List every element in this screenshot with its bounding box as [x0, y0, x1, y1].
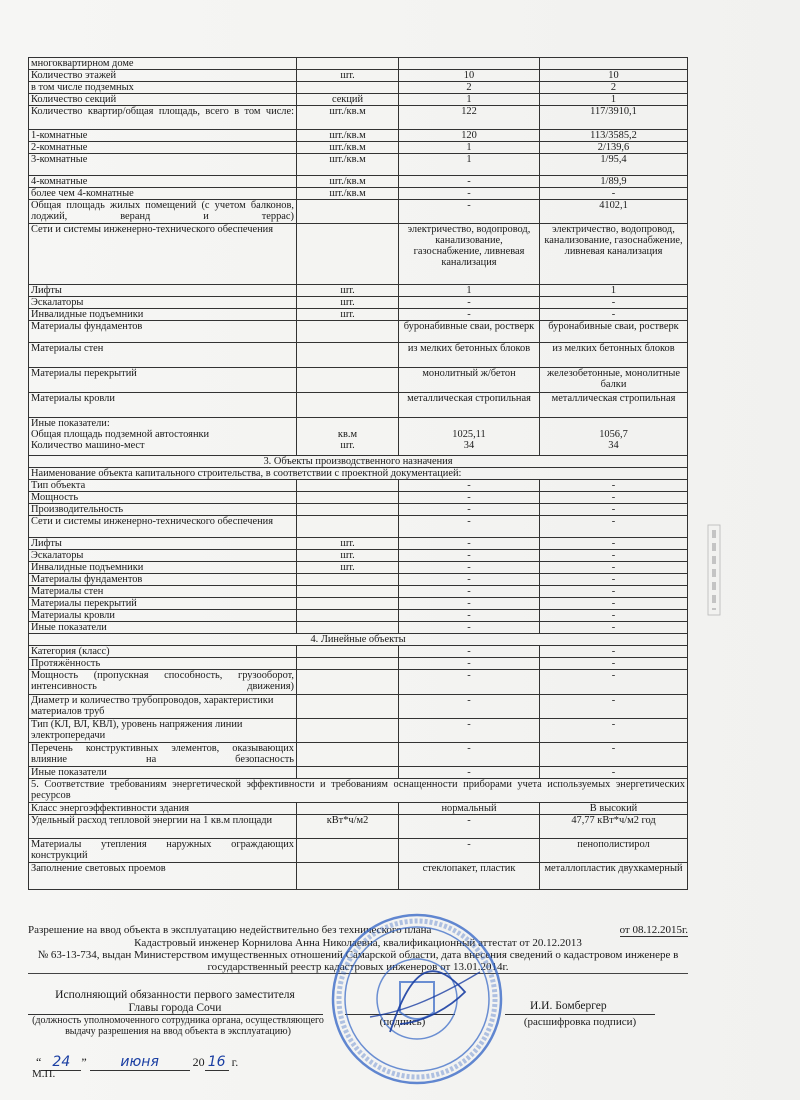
- row-unit: шт./кв.м: [297, 154, 399, 176]
- row-unit: [297, 610, 399, 622]
- row-actual-value: -: [540, 646, 688, 658]
- row-design-value: электричество, водопровод, канализование, газоснабжение, ливневая канализация: [399, 224, 540, 285]
- issue-date: “ 24 ” июня 20 16 г.: [36, 1054, 239, 1070]
- row-unit: [297, 767, 399, 779]
- row-unit: шт.: [297, 562, 399, 574]
- row-actual-value: 4102,1: [540, 200, 688, 224]
- row-label: Материалы фундаментов: [29, 574, 297, 586]
- table-row: [29, 130, 688, 142]
- row-label: Материалы фундаментов: [29, 321, 297, 343]
- row-label: Удельный расход тепловой энергии на 1 кв.м площади: [29, 815, 297, 839]
- table-row: [29, 550, 688, 562]
- table-row: [29, 393, 688, 418]
- section-3-header: [29, 456, 688, 468]
- row-actual-value: металлопластик двухкамерный: [540, 863, 688, 890]
- table-row: [29, 538, 688, 550]
- parking-area-design: 1025,11: [452, 429, 486, 440]
- row-label: Сети и системы инженерно-технического обеспечения: [29, 224, 297, 285]
- row-design-value: -: [399, 516, 540, 538]
- table-row: [29, 504, 688, 516]
- table-row: [29, 368, 688, 393]
- other-indicators-row: [29, 418, 688, 456]
- row-actual-value: 2: [540, 82, 688, 94]
- official-seal: [330, 912, 505, 1087]
- row-design-value: -: [399, 622, 540, 634]
- row-design-value: 1: [399, 94, 540, 106]
- table-row: [29, 622, 688, 634]
- table-row: [29, 562, 688, 574]
- characteristics-table: [28, 57, 688, 890]
- row-label: Инвалидные подъемники: [29, 562, 297, 574]
- table-row: [29, 82, 688, 94]
- row-unit: [297, 393, 399, 418]
- row-unit: [297, 863, 399, 890]
- date-year-suffix: 16: [205, 1054, 229, 1071]
- permit-text: Разрешение на ввод объекта в эксплуатацию недействительно без технического плана: [28, 924, 432, 936]
- row-label: Протяжённость: [29, 658, 297, 670]
- table-row: [29, 154, 688, 176]
- table-row: [29, 176, 688, 188]
- row-actual-value: железобетонные, монолитные балки: [540, 368, 688, 393]
- row-actual-value: -: [540, 562, 688, 574]
- row-label: Мощность: [29, 492, 297, 504]
- row-label: Лифты: [29, 538, 297, 550]
- parking-area-label: Общая площадь подземной автостоянки: [31, 429, 210, 440]
- row-label: Материалы утепления наружных ограждающих конструкций: [29, 839, 297, 863]
- row-unit: шт./кв.м: [297, 176, 399, 188]
- row-actual-value: -: [540, 622, 688, 634]
- row-actual-value: В высокий: [540, 803, 688, 815]
- row-label: Сети и системы инженерно-технического обеспечения: [29, 516, 297, 538]
- row-unit: шт.: [297, 550, 399, 562]
- row-label: в том числе подземных: [29, 82, 297, 94]
- row-unit: шт.: [297, 309, 399, 321]
- row-label: Материалы кровли: [29, 610, 297, 622]
- table-row: [29, 839, 688, 863]
- row-unit: [297, 670, 399, 695]
- table-row: [29, 586, 688, 598]
- row-unit: [297, 516, 399, 538]
- row-actual-value: -: [540, 658, 688, 670]
- signer-name: И.И. Бомбергер: [530, 1000, 607, 1012]
- row-label: Материалы стен: [29, 343, 297, 368]
- row-label: Иные показатели: [29, 622, 297, 634]
- row-actual-value: -: [540, 516, 688, 538]
- row-unit: шт./кв.м: [297, 188, 399, 200]
- row-design-value: 1: [399, 154, 540, 176]
- row-label: Тип (КЛ, ВЛ, КВЛ), уровень напряжения линии электропередачи: [29, 719, 297, 743]
- table-row: [29, 695, 688, 719]
- row-unit: [297, 598, 399, 610]
- section-4-header-title: 4. Линейные объекты: [29, 634, 688, 646]
- stamp-place-label: М.П.: [32, 1068, 56, 1080]
- row-actual-value: -: [540, 574, 688, 586]
- row-design-value: 122: [399, 106, 540, 130]
- row-label: Количество секций: [29, 94, 297, 106]
- row-design-value: 1: [399, 285, 540, 297]
- row-design-value: -: [399, 767, 540, 779]
- engineer-line-1: Кадастровый инженер Корнилова Анна Николаевна, квалификационный аттестат от 20.12.2013: [134, 937, 582, 949]
- row-actual-value: -: [540, 297, 688, 309]
- row-design-value: -: [399, 309, 540, 321]
- table-row: [29, 224, 688, 285]
- row-label: Материалы перекрытий: [29, 598, 297, 610]
- row-design-value: -: [399, 658, 540, 670]
- date-day: 24: [41, 1054, 81, 1071]
- spacer: [401, 418, 537, 429]
- row-unit: [297, 803, 399, 815]
- row-actual-value: 113/3585,2: [540, 130, 688, 142]
- row-unit: [297, 719, 399, 743]
- row-unit: шт.: [297, 70, 399, 82]
- row-design-value: -: [399, 297, 540, 309]
- row-design-value: -: [399, 670, 540, 695]
- row-design-value: -: [399, 815, 540, 839]
- section-3-name-row-title: Наименование объекта капитального строительства, в соответствии с проектной документацией:: [29, 468, 688, 480]
- row-actual-value: -: [540, 719, 688, 743]
- row-label: 3-комнатные: [29, 154, 297, 176]
- row-label: Тип объекта: [29, 480, 297, 492]
- row-actual-value: 2/139,6: [540, 142, 688, 154]
- table-row: [29, 767, 688, 779]
- row-label: 1-комнатные: [29, 130, 297, 142]
- row-label: Количество квартир/общая площадь, всего в том числе:: [29, 106, 297, 130]
- row-unit: шт.: [297, 297, 399, 309]
- row-unit: шт.: [297, 285, 399, 297]
- other-indicators-labels: [29, 418, 297, 456]
- table-row: [29, 803, 688, 815]
- row-design-value: -: [399, 504, 540, 516]
- table-row: [29, 70, 688, 82]
- row-label: Лифты: [29, 285, 297, 297]
- row-label: более чем 4-комнатные: [29, 188, 297, 200]
- row-unit: [297, 224, 399, 285]
- row-label: Мощность (пропускная способность, грузооборот, интенсивность движения): [29, 670, 297, 695]
- row-unit: [297, 586, 399, 598]
- row-unit: [297, 658, 399, 670]
- section-5-header-title: 5. Соответствие требованиям энергетической эффективности и требованиям оснащенности приборами учета используемых энергетических ресурсов: [29, 779, 688, 803]
- table-row: [29, 58, 688, 70]
- row-label: Инвалидные подъемники: [29, 309, 297, 321]
- row-label: Материалы стен: [29, 586, 297, 598]
- table-row: [29, 106, 688, 130]
- row-actual-value: буронабивные сваи, ростверк: [540, 321, 688, 343]
- row-design-value: 120: [399, 130, 540, 142]
- row-actual-value: -: [540, 480, 688, 492]
- row-design-value: -: [399, 200, 540, 224]
- row-actual-value: из мелких бетонных блоков: [540, 343, 688, 368]
- row-design-value: -: [399, 538, 540, 550]
- table-row: [29, 480, 688, 492]
- row-design-value: буронабивные сваи, ростверк: [399, 321, 540, 343]
- table-row: [29, 610, 688, 622]
- row-unit: [297, 480, 399, 492]
- row-design-value: -: [399, 839, 540, 863]
- row-unit: шт./кв.м: [297, 130, 399, 142]
- row-actual-value: 1/89,9: [540, 176, 688, 188]
- row-design-value: -: [399, 492, 540, 504]
- row-design-value: -: [399, 695, 540, 719]
- row-label: Материалы кровли: [29, 393, 297, 418]
- row-actual-value: -: [540, 504, 688, 516]
- table-row: [29, 598, 688, 610]
- table-row: [29, 309, 688, 321]
- spacer: [542, 418, 685, 429]
- row-unit: [297, 695, 399, 719]
- parking-places-design: 34: [463, 440, 475, 451]
- table-row: [29, 516, 688, 538]
- table-row: [29, 200, 688, 224]
- row-label: Класс энергоэффективности здания: [29, 803, 297, 815]
- row-unit: [297, 504, 399, 516]
- row-design-value: -: [399, 574, 540, 586]
- row-unit: [297, 82, 399, 94]
- table-row: [29, 343, 688, 368]
- row-label: Эскалаторы: [29, 550, 297, 562]
- row-actual-value: [540, 58, 688, 70]
- row-design-value: -: [399, 719, 540, 743]
- table-row: [29, 492, 688, 504]
- row-label: Иные показатели: [29, 767, 297, 779]
- row-unit: [297, 343, 399, 368]
- signature-label: (подпись): [379, 1016, 426, 1028]
- row-actual-value: пенополистирол: [540, 839, 688, 863]
- row-label: Диаметр и количество трубопроводов, характеристики материалов труб: [29, 695, 297, 719]
- row-actual-value: -: [540, 550, 688, 562]
- row-design-value: металлическая стропильная: [399, 393, 540, 418]
- section-5-header: [29, 779, 688, 803]
- row-actual-value: 1/95,4: [540, 154, 688, 176]
- table-row: [29, 815, 688, 839]
- row-label: Перечень конструктивных элементов, оказывающих влияние на безопасность: [29, 743, 297, 767]
- table-row: [29, 285, 688, 297]
- section-4-header: [29, 634, 688, 646]
- row-actual-value: -: [540, 767, 688, 779]
- row-label: Заполнение световых проемов: [29, 863, 297, 890]
- row-actual-value: 1: [540, 94, 688, 106]
- row-design-value: -: [399, 610, 540, 622]
- row-label: 2-комнатные: [29, 142, 297, 154]
- row-design-value: 10: [399, 70, 540, 82]
- row-label: 4-комнатные: [29, 176, 297, 188]
- parking-places-label: Количество машино-мест: [31, 440, 145, 451]
- row-actual-value: -: [540, 309, 688, 321]
- table-row: [29, 646, 688, 658]
- row-unit: [297, 839, 399, 863]
- row-label: Производительность: [29, 504, 297, 516]
- engineer-line-2: № 63-13-734, выдан Министерством имущественных отношений Самарской области, дата внесения сведений о кадастровом инженере в государственный реестр кадастровых инженеров от 13.01.2014г.: [37, 949, 679, 973]
- other-indicators-design: [399, 418, 540, 456]
- other-indicators-units: [297, 418, 399, 456]
- parking-places-actual: 34: [608, 440, 619, 451]
- row-actual-value: 1: [540, 285, 688, 297]
- permit-date: от 08.12.2015г.: [619, 924, 688, 936]
- row-unit: [297, 574, 399, 586]
- table-row: [29, 188, 688, 200]
- row-design-value: -: [399, 188, 540, 200]
- date-g: г.: [231, 1055, 239, 1069]
- row-actual-value: 10: [540, 70, 688, 82]
- table-row: [29, 94, 688, 106]
- row-unit: шт./кв.м: [297, 106, 399, 130]
- date-year-prefix: 20: [192, 1055, 205, 1069]
- signer-title-note: (должность уполномоченного сотрудника органа, осуществляющего выдачу разрешения на ввод объекта в эксплуатацию): [32, 1015, 324, 1037]
- row-actual-value: металлическая стропильная: [540, 393, 688, 418]
- row-unit: [297, 492, 399, 504]
- row-unit: [297, 368, 399, 393]
- row-actual-value: 117/3910,1: [540, 106, 688, 130]
- date-month: июня: [90, 1054, 190, 1071]
- row-design-value: 2: [399, 82, 540, 94]
- row-design-value: монолитный ж/бетон: [399, 368, 540, 393]
- section-3-name-row: [29, 468, 688, 480]
- row-actual-value: -: [540, 586, 688, 598]
- row-label: Эскалаторы: [29, 297, 297, 309]
- row-design-value: -: [399, 562, 540, 574]
- row-design-value: нормальный: [399, 803, 540, 815]
- row-label: многоквартирном доме: [29, 58, 297, 70]
- table-row: [29, 863, 688, 890]
- row-actual-value: -: [540, 610, 688, 622]
- decode-label: (расшифровка подписи): [523, 1016, 637, 1028]
- parking-area-unit: кв.м: [337, 429, 358, 440]
- row-unit: [297, 743, 399, 767]
- other-heading: Иные показатели:: [31, 418, 110, 429]
- row-actual-value: -: [540, 743, 688, 767]
- row-design-value: -: [399, 480, 540, 492]
- row-actual-value: -: [540, 670, 688, 695]
- table-row: [29, 719, 688, 743]
- other-indicators-actual: [540, 418, 688, 456]
- section-3-header-title: 3. Объекты производственного назначения: [29, 456, 688, 468]
- row-unit: секций: [297, 94, 399, 106]
- row-label: Количество этажей: [29, 70, 297, 82]
- row-unit: шт./кв.м: [297, 142, 399, 154]
- row-actual-value: -: [540, 188, 688, 200]
- row-actual-value: -: [540, 695, 688, 719]
- table-row: [29, 574, 688, 586]
- row-unit: [297, 646, 399, 658]
- row-unit: [297, 622, 399, 634]
- row-actual-value: -: [540, 598, 688, 610]
- table-row: [29, 297, 688, 309]
- edge-serial-mark: [700, 520, 730, 620]
- row-label: Материалы перекрытий: [29, 368, 297, 393]
- parking-area-actual: 1056,7: [599, 429, 628, 440]
- row-label: Общая площадь жилых помещений (с учетом балконов, лоджий, веранд и террас): [29, 200, 297, 224]
- table-row: [29, 743, 688, 767]
- row-unit: шт.: [297, 538, 399, 550]
- row-design-value: -: [399, 586, 540, 598]
- row-unit: [297, 200, 399, 224]
- row-design-value: -: [399, 176, 540, 188]
- row-actual-value: -: [540, 492, 688, 504]
- row-actual-value: электричество, водопровод, канализование, газоснабжение, ливневая канализация: [540, 224, 688, 285]
- row-design-value: 1: [399, 142, 540, 154]
- table-row: [29, 321, 688, 343]
- row-unit: [297, 321, 399, 343]
- decode-line: [505, 1014, 655, 1015]
- row-design-value: -: [399, 646, 540, 658]
- row-unit: [297, 58, 399, 70]
- parking-places-unit: шт.: [340, 440, 355, 451]
- table-row: [29, 658, 688, 670]
- signer-title: Исполняющий обязанности первого заместителя Главы города Сочи: [55, 989, 295, 1014]
- row-design-value: из мелких бетонных блоков: [399, 343, 540, 368]
- row-actual-value: 47,77 кВт*ч/м2 год: [540, 815, 688, 839]
- row-label: Категория (класс): [29, 646, 297, 658]
- row-design-value: -: [399, 598, 540, 610]
- row-design-value: [399, 58, 540, 70]
- spacer: [299, 418, 396, 429]
- table-row: [29, 670, 688, 695]
- row-design-value: -: [399, 743, 540, 767]
- row-actual-value: -: [540, 538, 688, 550]
- row-design-value: стеклопакет, пластик: [399, 863, 540, 890]
- table-row: [29, 142, 688, 154]
- row-unit: кВт*ч/м2: [297, 815, 399, 839]
- row-design-value: -: [399, 550, 540, 562]
